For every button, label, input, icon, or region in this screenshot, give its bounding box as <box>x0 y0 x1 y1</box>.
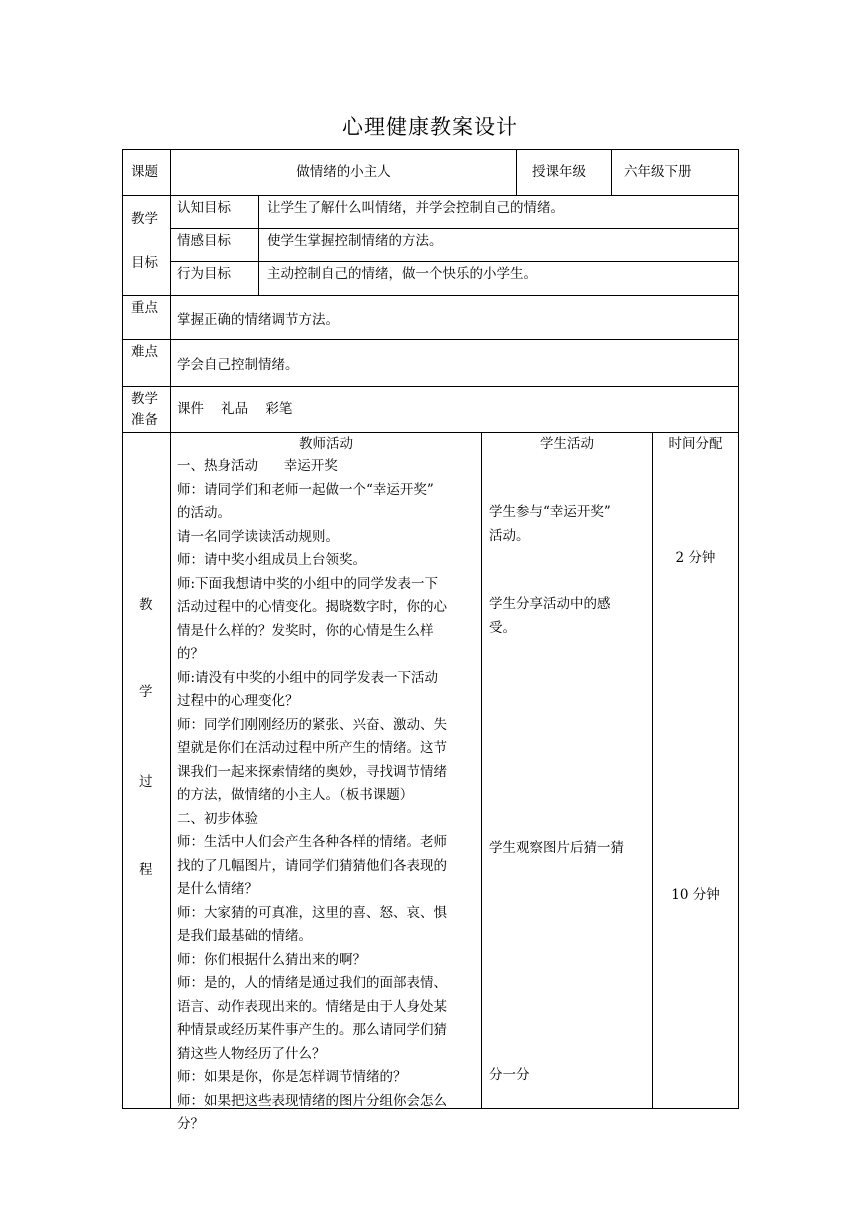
teacher-line: 的方法，做情绪的小主人。（板书课题） <box>177 787 414 803</box>
table-border <box>122 195 739 196</box>
student-activity-header: 学生活动 <box>540 436 594 452</box>
teacher-line: 是我们最基础的情绪。 <box>177 928 312 944</box>
time-note: 2 分钟 <box>675 550 716 566</box>
student-note <box>489 1064 530 1088</box>
teacher-line: 课我们一起来探索情绪的奥妙，寻找调节情绪 <box>177 763 447 780</box>
teacher-activity-header: 教师活动 <box>299 436 353 452</box>
preparation-text: 课件 礼品 彩笔 <box>177 401 293 417</box>
topic-label: 课题 <box>131 164 158 180</box>
teacher-line: 一、热身活动 幸运开奖 <box>177 458 338 474</box>
table-border <box>122 295 739 296</box>
table-border <box>122 149 739 150</box>
teacher-line: 语言、动作表现出来的。情绪是由于人身处某 <box>177 998 447 1015</box>
student-note-line: 学生参与“幸运开奖” <box>489 504 611 520</box>
student-note-line: 活动。 <box>489 527 530 544</box>
teacher-line: 师：生活中人们会产生各种各样的情绪。老师 <box>177 834 447 850</box>
cognitive-goal-label: 认知目标 <box>177 200 231 216</box>
teacher-line: 的活动。 <box>177 505 231 521</box>
process-label-char: 过 <box>139 774 153 790</box>
teacher-line: 望就是你们在活动过程中所产生的情绪。这节 <box>177 740 447 756</box>
teacher-line: 师：大家猜的可真准，这里的喜、怒、哀、惧 <box>177 904 447 921</box>
table-border <box>122 339 739 340</box>
table-border <box>481 432 482 1109</box>
time-note: 10 分钟 <box>671 887 720 903</box>
table-border <box>611 149 612 196</box>
process-label-char: 学 <box>139 684 153 700</box>
teacher-line: 活动过程中的心情变化。揭晓数字时，你的心 <box>177 599 447 615</box>
page-title: 心理健康教案设计 <box>342 115 518 139</box>
table-border <box>122 432 739 433</box>
process-label-char: 程 <box>139 862 153 878</box>
teacher-line: 师:请没有中奖的小组中的同学发表一下活动 <box>177 669 439 686</box>
student-note <box>489 593 611 640</box>
teacher-line: 师：你们根据什么猜出来的啊？ <box>177 951 366 968</box>
table-border <box>170 149 171 1109</box>
process-label-char: 教 <box>139 597 153 613</box>
teacher-line: 师：请中奖小组成员上台领奖。 <box>177 552 366 568</box>
teacher-line: 找的了几幅图片，请同学们猜猜他们各表现的 <box>177 857 447 874</box>
teacher-line: 过程中的心理变化？ <box>177 693 299 709</box>
grade-label: 授课年级 <box>532 164 586 180</box>
difficulty-label: 难点 <box>131 344 158 360</box>
table-border <box>122 149 123 1109</box>
student-note-line: 学生分享活动中的感 <box>489 596 611 612</box>
teacher-line: 是什么情绪？ <box>177 881 258 897</box>
preparation-label-line2: 准备 <box>131 412 158 428</box>
teacher-line: 二、初步体验 <box>177 810 258 827</box>
student-note <box>489 501 611 548</box>
emotional-goal-text: 使学生掌握控制情绪的方法。 <box>267 233 443 249</box>
teacher-line: 师:下面我想请中奖的小组中的同学发表一下 <box>177 575 439 592</box>
student-note-line: 受。 <box>489 619 516 636</box>
objectives-label-line1: 教学 <box>131 211 158 227</box>
teacher-line: 师：如果是你，你是怎样调节情绪的？ <box>177 1069 407 1085</box>
table-border <box>122 386 739 387</box>
difficulty-text: 学会自己控制情绪。 <box>177 357 299 373</box>
table-border <box>170 261 739 262</box>
teacher-line: 师：如果把这些表现情绪的图片分组你会怎么 <box>177 1092 447 1109</box>
behavior-goal-text: 主动控制自己的情绪，做一个快乐的小学生。 <box>267 266 537 282</box>
teacher-line: 猜这些人物经历了什么？ <box>177 1045 326 1062</box>
table-border <box>652 432 653 1109</box>
teacher-line: 师：请同学们和老师一起做一个“幸运开奖” <box>177 481 434 498</box>
objectives-label-line2: 目标 <box>131 255 158 271</box>
teacher-line: 情是什么样的？发奖时，你的心情是生么样 <box>177 622 434 639</box>
teacher-line: 种情景或经历某件事产生的。那么请同学们猜 <box>177 1022 447 1038</box>
table-border <box>516 149 517 196</box>
emotional-goal-label: 情感目标 <box>177 233 231 249</box>
topic-value: 做情绪的小主人 <box>296 164 391 180</box>
teacher-activity-text <box>177 455 447 1137</box>
student-note-line: 分一分 <box>489 1067 530 1083</box>
behavior-goal-label: 行为目标 <box>177 266 231 282</box>
table-border <box>738 149 739 1109</box>
key-point-text: 掌握正确的情绪调节方法。 <box>177 312 339 328</box>
teacher-line: 师：是的，人的情绪是通过我们的面部表情、 <box>177 975 447 991</box>
table-border <box>258 195 259 296</box>
preparation-label-line1: 教学 <box>131 391 158 407</box>
time-allocation-header: 时间分配 <box>668 436 723 452</box>
key-point-label: 重点 <box>131 300 158 316</box>
student-note <box>489 837 624 861</box>
teacher-line: 分？ <box>177 1116 204 1132</box>
teacher-line: 请一名同学读读活动规则。 <box>177 528 339 545</box>
grade-value: 六年级下册 <box>624 164 692 180</box>
cognitive-goal-text: 让学生了解什么叫情绪，并学会控制自己的情绪。 <box>267 200 564 216</box>
student-note-line: 学生观察图片后猜一猜 <box>489 840 624 856</box>
teacher-line: 的？ <box>177 646 204 662</box>
table-border <box>170 228 739 229</box>
teacher-line: 师：同学们刚刚经历的紧张、兴奋、激动、失 <box>177 716 447 733</box>
